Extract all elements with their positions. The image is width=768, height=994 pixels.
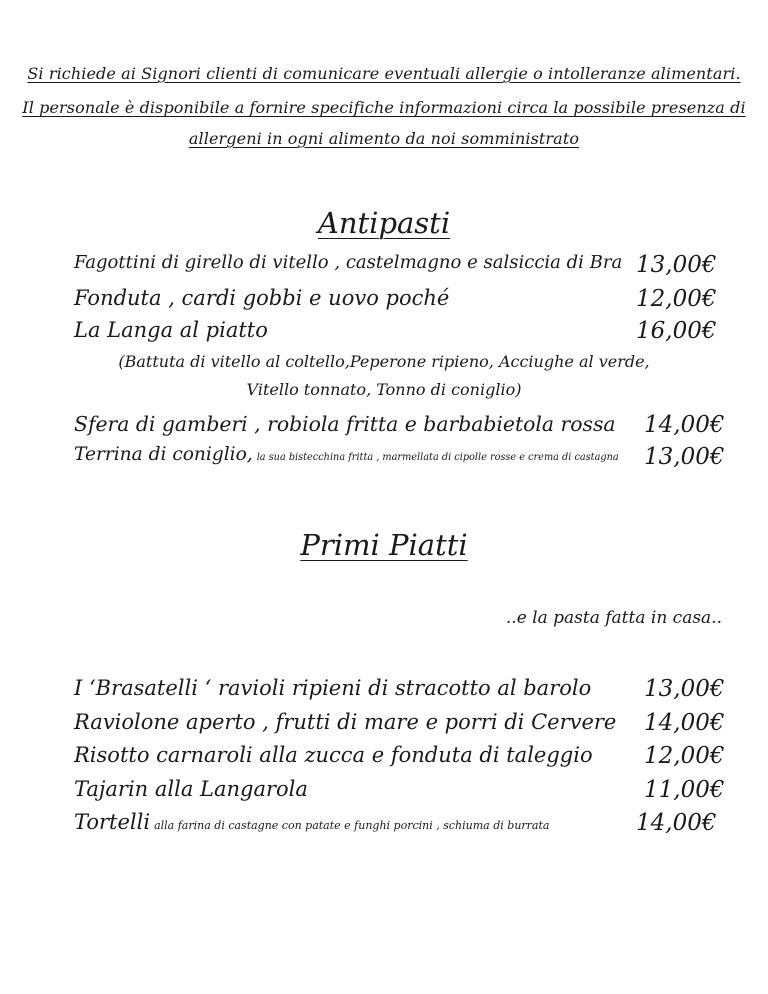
item-price: 14,00€ bbox=[636, 810, 717, 836]
menu-item bbox=[74, 676, 591, 700]
langa-detail-line-1: (Battuta di vitello al coltello,Peperone ripieno, Acciughe al verde, bbox=[118, 352, 650, 371]
item-price: 11,00€ bbox=[644, 777, 725, 803]
antipasti-heading: Antipasti bbox=[317, 206, 451, 240]
item-price: 16,00€ bbox=[636, 318, 717, 344]
item-price: 13,00€ bbox=[644, 444, 725, 470]
item-price: 14,00€ bbox=[644, 412, 725, 438]
item-price: 13,00€ bbox=[636, 252, 717, 278]
item-description: la sua bistecchina fritta , marmellata di cipolle rosse e crema di castagna bbox=[256, 452, 619, 463]
menu-item bbox=[74, 252, 622, 273]
item-name: Terrina di coniglio, bbox=[74, 444, 253, 465]
item-name: Tortelli bbox=[74, 810, 151, 834]
menu-item bbox=[74, 286, 449, 310]
langa-detail-line-2: Vitello tonnato, Tonno di coniglio) bbox=[246, 380, 522, 399]
item-name: Sfera di gamberi , robiola fritta e barbabietola rossa bbox=[74, 412, 616, 436]
menu-item bbox=[74, 810, 549, 834]
allergen-notice-line-3: allergeni in ogni alimento da noi somministrato bbox=[188, 129, 580, 148]
menu-item bbox=[74, 412, 616, 436]
item-price: 14,00€ bbox=[644, 710, 725, 736]
menu-item bbox=[74, 710, 616, 734]
item-price: 13,00€ bbox=[644, 676, 725, 702]
item-description: alla farina di castagne con patate e funghi porcini , schiuma di burrata bbox=[154, 819, 550, 832]
pasta-tagline: ..e la pasta fatta in casa.. bbox=[505, 608, 722, 628]
item-name: Fagottini di girello di vitello , castelmagno e salsiccia di Bra bbox=[74, 252, 623, 273]
item-name: Fonduta , cardi gobbi e uovo poché bbox=[74, 286, 450, 310]
menu-item bbox=[74, 444, 619, 465]
item-name: Tajarin alla Langarola bbox=[74, 777, 308, 801]
item-name: Risotto carnaroli alla zucca e fonduta di taleggio bbox=[74, 743, 593, 767]
item-price: 12,00€ bbox=[644, 743, 725, 769]
item-price: 12,00€ bbox=[636, 286, 717, 312]
item-name: Raviolone aperto , frutti di mare e porri di Cervere bbox=[74, 710, 617, 734]
allergen-notice-line-1: Si richiede ai Signori clienti di comunicare eventuali allergie o intolleranze alimentari. bbox=[27, 64, 741, 83]
allergen-notice-line-2: Il personale è disponibile a fornire specifiche informazioni circa la possibile presenza di bbox=[22, 98, 746, 117]
item-name: La Langa al piatto bbox=[74, 318, 268, 342]
item-name: I ‘Brasatelli ‘ ravioli ripieni di stracotto al barolo bbox=[74, 676, 592, 700]
menu-item bbox=[74, 743, 593, 767]
menu-item bbox=[74, 777, 308, 801]
primi-heading: Primi Piatti bbox=[300, 528, 468, 562]
menu-item bbox=[74, 318, 268, 342]
